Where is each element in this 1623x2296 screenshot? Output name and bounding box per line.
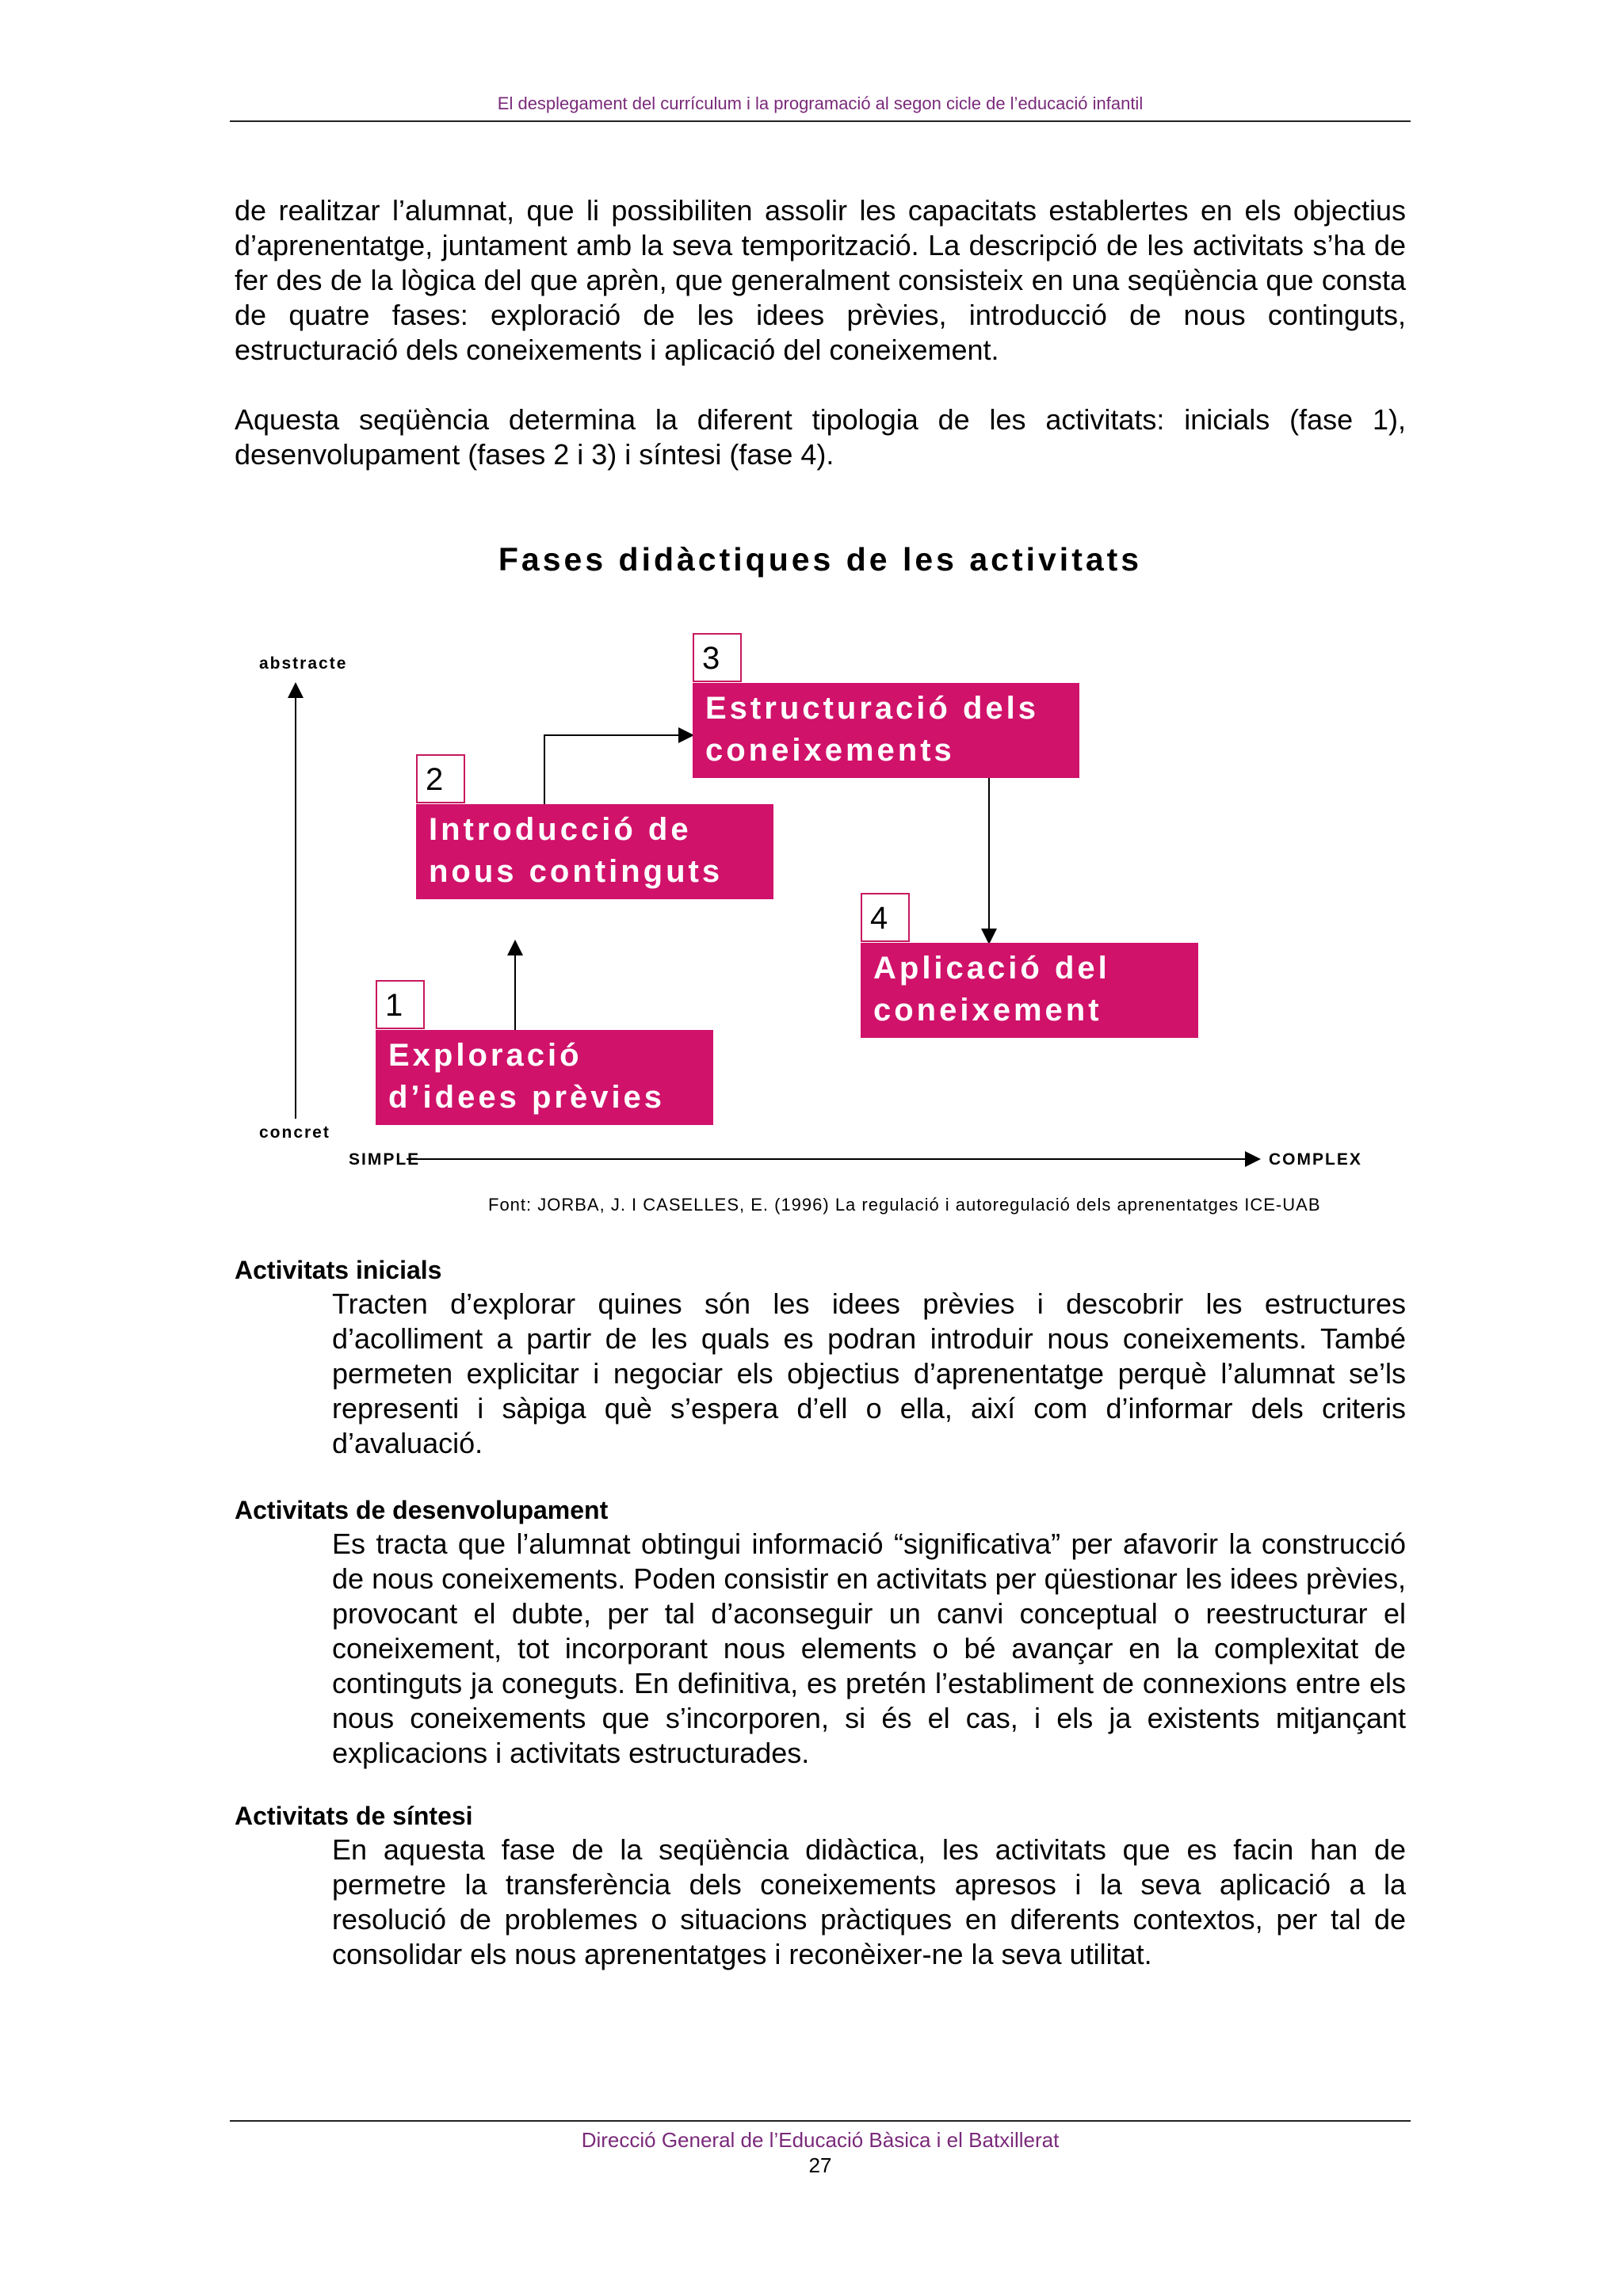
section-body-synthesis: En aquesta fase de la seqüència didàctica, les activitats que es facin han de permetre la transferència dels coneixements apresos i la seva aplicació a la resolució de problemes o situacions pràctiques en diferents contextos, per tal de consolidar els nous aprenentatges i reconèixer-ne la seva utilitat.: [332, 1833, 1406, 1970]
axis-label-complex: COMPLEX: [1269, 1150, 1362, 1169]
section-heading-synthesis: Activitats de síntesi: [235, 1802, 473, 1830]
figure-source: Font: JORBA, J. I CASELLES, E. (1996) La regulació i autoregulació dels aprenentatges ICE-UAB: [488, 1195, 1321, 1215]
axis-label-simple: SIMPLE: [349, 1150, 421, 1169]
phase-1-box: Exploració d’idees prèvies: [376, 1030, 713, 1125]
phase-4-number: 4: [861, 893, 910, 942]
phase-3-number: 3: [693, 633, 742, 682]
section-heading-development: Activitats de desenvolupament: [235, 1496, 609, 1524]
footer-text: Direcció General de l’Educació Bàsica i el Batxillerat: [581, 2128, 1060, 2152]
figure-title: Fases didàctiques de les activitats: [498, 541, 1143, 578]
intro-paragraph-2: Aquesta seqüència determina la diferent tipologia de les activitats: inicials (fase 1), desenvolupament (fases 2 i 3) i síntesi (fase 4).: [235, 403, 1406, 471]
phase-2-box: Introducció de nous continguts: [416, 804, 773, 899]
section-heading-initial: Activitats inicials: [235, 1256, 442, 1284]
phase-4-box: Aplicació del coneixement: [861, 943, 1198, 1038]
arrow-phase2-to-3: [544, 735, 691, 804]
running-header: El desplegament del currículum i la programació al segon cicle de l’educació infantil: [497, 93, 1144, 113]
footer-rule: [230, 2120, 1411, 2122]
section-body-development: Es tracta que l’alumnat obtingui informació “significativa” per afavorir la construcció de nous coneixements. Poden consistir en activitats per qüestionar les idees prèvies, provocant el dubte, per tal d’aconseguir un canvi conceptual o reestructurar el coneixement, tot incorporant nous elements o bé avançar en la complexitat de continguts ja coneguts. En definitiva, es pretén l’establiment de connexions entre els nous coneixements que s’incorporen, si és el cas, i els ja existents mitjançant explicacions i activitats estructurades.: [332, 1527, 1406, 1769]
axis-label-abstract: abstracte: [259, 654, 348, 673]
intro-paragraph-1: de realitzar l’alumnat, que li possibiliten assolir les capacitats establertes en els objectius d’aprenentatge, juntament amb la seva temporització. La descripció de les activitats s’ha de fer des de la lògica del que aprèn, que generalment consisteix en una seqüència que consta de quatre fases: exploració de les idees prèvies, introducció de nous continguts, estructuració dels coneixements i aplicació del coneixement.: [235, 194, 1406, 366]
phase-1-number: 1: [376, 980, 425, 1029]
page-number: 27: [808, 2153, 832, 2177]
phase-2-number: 2: [416, 754, 465, 803]
section-body-initial: Tracten d’explorar quines són les idees prèvies i descobrir les estructures d’acolliment a partir de les quals es podran introduir nous coneixements. També permeten explicitar i negociar els objectius d’aprenentatge perquè l’alumnat se’ls representi i sàpiga què s’espera d’ell o ella, així com d’informar dels criteris d’avaluació.: [332, 1287, 1406, 1459]
axis-label-concrete: concret: [259, 1123, 330, 1142]
phase-3-box: Estructuració dels coneixements: [693, 683, 1079, 778]
